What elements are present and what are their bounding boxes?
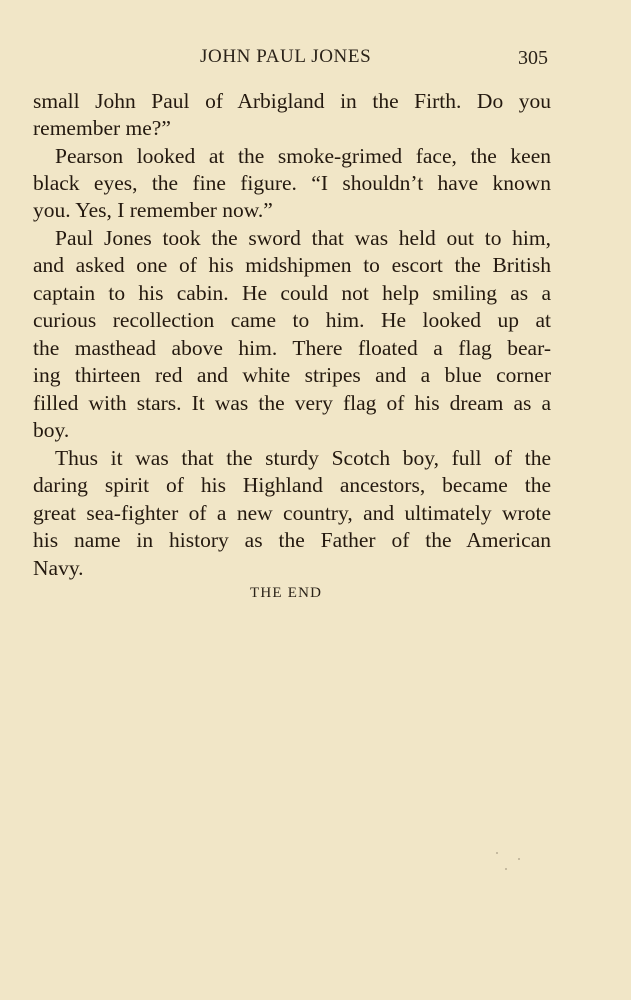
paper-speck: [518, 858, 520, 860]
paper-speck: [496, 852, 498, 854]
text-line: captain to his cabin. He could not help smiling as a: [33, 281, 551, 305]
text-line: Paul Jones took the sword that was held out to him,: [55, 226, 551, 250]
text-line: Pearson looked at the smoke-grimed face, the keen: [55, 144, 551, 168]
end-mark: THE END: [250, 585, 323, 601]
text-line: curious recollection came to him. He looked up at: [33, 308, 551, 332]
text-line: you. Yes, I remember now.”: [33, 198, 273, 222]
text-line: Thus it was that the sturdy Scotch boy, full of the: [55, 446, 551, 470]
text-line: his name in history as the Father of the American: [33, 528, 551, 552]
text-line: Navy.: [33, 556, 84, 580]
page-number: 305: [518, 47, 548, 69]
paper-speck: [505, 868, 507, 870]
text-line: small John Paul of Arbigland in the Firth. Do you: [33, 89, 551, 113]
text-line: great sea-fighter of a new country, and ultimately wrote: [33, 501, 551, 525]
text-line: boy.: [33, 418, 70, 442]
text-line: ing thirteen red and white stripes and a blue corner: [33, 363, 551, 387]
text-line: remember me?”: [33, 116, 171, 140]
text-line: and asked one of his midshipmen to escort the British: [33, 253, 551, 277]
text-line: black eyes, the fine figure. “I shouldn’t have known: [33, 171, 551, 195]
text-line: filled with stars. It was the very flag of his dream as a: [33, 391, 551, 415]
text-line: the masthead above him. There floated a flag bear-: [33, 336, 551, 360]
text-line: daring spirit of his Highland ancestors, became the: [33, 473, 551, 497]
running-title: JOHN PAUL JONES: [200, 46, 372, 67]
